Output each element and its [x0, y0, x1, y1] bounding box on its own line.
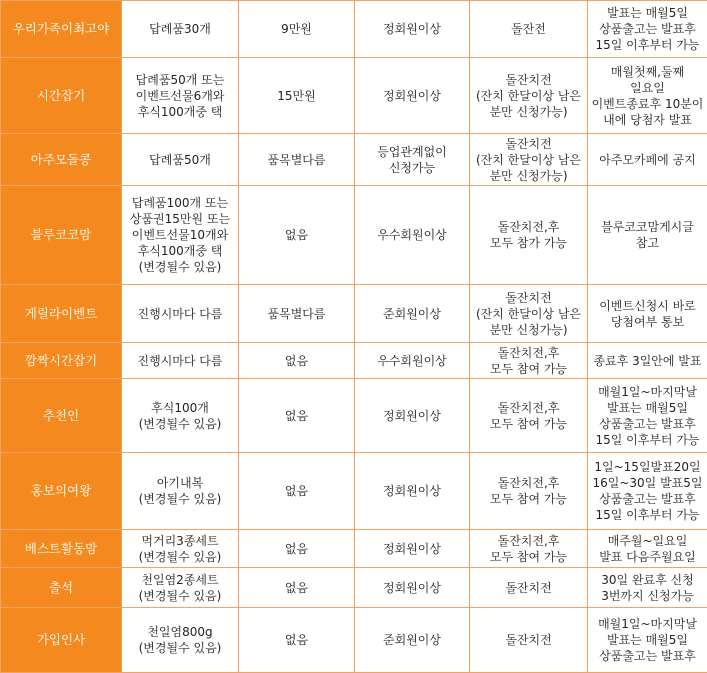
condition-text: 돌잔치전 — [471, 580, 586, 596]
announce-text: 16일~30일 발표5일 — [589, 475, 706, 491]
announce-text: 블루코코맘게시글 — [589, 219, 706, 235]
table-row — [1, 453, 707, 530]
announce-text: 참고 — [589, 235, 706, 251]
announce-cell — [588, 453, 707, 530]
grade-cell — [355, 343, 470, 379]
announce-cell — [588, 285, 707, 343]
condition-text: (잔치 한달이상 남은 — [471, 306, 586, 322]
grade-text: 정회원이상 — [356, 88, 468, 104]
gift-cell — [122, 530, 239, 568]
announce-cell — [588, 134, 707, 186]
table-row — [1, 58, 707, 134]
condition-cell — [470, 530, 588, 568]
event-name-cell: 블루코코맘 — [1, 186, 122, 285]
condition-text: 돌잔치전 — [471, 632, 586, 648]
announce-text: 발표 다음주월요일 — [589, 549, 706, 565]
table-row — [1, 568, 707, 608]
announce-text: 당첨여부 통보 — [589, 314, 706, 330]
announce-text: 상품출고는 발표후 — [589, 416, 706, 432]
announce-text: 발표는 매월5일 — [589, 400, 706, 416]
event-name-cell: 베스트활동맘 — [1, 530, 122, 568]
announce-text: 발표는 매월5일 — [589, 632, 706, 648]
announce-cell — [588, 568, 707, 608]
condition-text: 돌잔치전,후 — [471, 345, 586, 361]
event-name-cell: 우리가족이최고야 — [1, 1, 122, 58]
amount-cell — [239, 186, 355, 285]
grade-text: 준회원이상 — [356, 306, 468, 322]
announce-text: 상품출고는 발표후 — [589, 21, 706, 37]
condition-text: (잔치 한달이상 남은 — [471, 88, 586, 104]
condition-text: 돌잔치전 — [471, 136, 586, 152]
grade-text: 정회원이상 — [356, 541, 468, 557]
amount-text: 없음 — [240, 483, 353, 499]
announce-cell — [588, 186, 707, 285]
amount-cell — [239, 379, 355, 453]
amount-text: 15만원 — [240, 88, 353, 104]
amount-cell — [239, 343, 355, 379]
grade-text: 정회원이상 — [356, 21, 468, 37]
announce-text: 내에 당첨자 발표 — [589, 112, 706, 128]
announce-text: 일요일 — [589, 80, 706, 96]
announce-text: 매월첫째,둘째 — [589, 64, 706, 80]
gift-cell — [122, 1, 239, 58]
gift-text: 답례품100개 또는 — [123, 195, 237, 211]
condition-text: 분만 신청가능) — [471, 104, 586, 120]
condition-text: 돌잔전 — [471, 21, 586, 37]
gift-text: 천일염800g — [123, 624, 237, 640]
amount-cell — [239, 58, 355, 134]
event-name-cell: 추천인 — [1, 379, 122, 453]
condition-cell — [470, 1, 588, 58]
announce-text: 종료후 3일안에 발표 — [589, 353, 706, 369]
condition-cell — [470, 608, 588, 673]
grade-cell — [355, 568, 470, 608]
gift-text: 상품권15만원 또는 — [123, 211, 237, 227]
gift-cell — [122, 608, 239, 673]
amount-text: 없음 — [240, 353, 353, 369]
gift-text: 천일염2종세트 — [123, 572, 237, 588]
condition-text: 돌잔치전,후 — [471, 400, 586, 416]
grade-text: 정회원이상 — [356, 483, 468, 499]
condition-text: 모두 참가 가능 — [471, 235, 586, 251]
grade-cell — [355, 186, 470, 285]
announce-cell — [588, 58, 707, 134]
amount-cell — [239, 1, 355, 58]
announce-text: 이벤트신청시 바로 — [589, 298, 706, 314]
gift-cell — [122, 186, 239, 285]
announce-text: 30일 완료후 신청 — [589, 572, 706, 588]
condition-cell — [470, 58, 588, 134]
gift-text: (변경될수 있음) — [123, 416, 237, 432]
announce-text: 15일 이후부터 가능 — [589, 37, 706, 53]
gift-text: 이벤트선물10개와 — [123, 227, 237, 243]
grade-text: 정회원이상 — [356, 408, 468, 424]
amount-text: 없음 — [240, 632, 353, 648]
amount-text: 품목별다름 — [240, 306, 353, 322]
table-row — [1, 608, 707, 673]
event-name-cell: 시간잡기 — [1, 58, 122, 134]
grade-text: 준회원이상 — [356, 632, 468, 648]
gift-text: 후식100개중 택 — [123, 243, 237, 259]
announce-text: 이벤트종료후 10분이 — [589, 96, 706, 112]
gift-text: 후식100개 — [123, 400, 237, 416]
condition-text: 돌잔치전 — [471, 290, 586, 306]
gift-cell — [122, 343, 239, 379]
grade-text: 정회원이상 — [356, 580, 468, 596]
announce-text: 상품출고는 발표후 — [589, 648, 706, 664]
announce-cell — [588, 343, 707, 379]
grade-cell — [355, 453, 470, 530]
gift-text: (변경될수 있음) — [123, 491, 237, 507]
gift-text: (변경될수 있음) — [123, 640, 237, 656]
amount-cell — [239, 285, 355, 343]
amount-text: 없음 — [240, 580, 353, 596]
condition-cell — [470, 343, 588, 379]
gift-cell — [122, 134, 239, 186]
amount-text: 없음 — [240, 408, 353, 424]
condition-text: 모두 참여 가능 — [471, 549, 586, 565]
table-row — [1, 530, 707, 568]
gift-text: 아기내복 — [123, 475, 237, 491]
grade-text: 신청가능 — [356, 160, 468, 176]
grade-cell — [355, 134, 470, 186]
announce-text: 매월1일~마지막날 — [589, 616, 706, 632]
gift-cell — [122, 58, 239, 134]
condition-text: 돌잔치전,후 — [471, 533, 586, 549]
announce-text: 매월1일~마지막날 — [589, 384, 706, 400]
event-table-body — [1, 1, 707, 673]
condition-text: 돌잔치전,후 — [471, 219, 586, 235]
gift-text: 답례품50개 또는 — [123, 72, 237, 88]
amount-cell — [239, 453, 355, 530]
event-name-cell: 가입인사 — [1, 608, 122, 673]
grade-text: 등업관계없이 — [356, 144, 468, 160]
condition-text: 돌잔치전,후 — [471, 475, 586, 491]
gift-text: 진행시마다 다름 — [123, 306, 237, 322]
amount-text: 9만원 — [240, 21, 353, 37]
grade-cell — [355, 530, 470, 568]
table-row — [1, 285, 707, 343]
condition-text: 분만 신청가능) — [471, 322, 586, 338]
condition-text: 분만 신청가능) — [471, 168, 586, 184]
grade-text: 우수회원이상 — [356, 353, 468, 369]
gift-text: 먹거리3종세트 — [123, 533, 237, 549]
announce-text: 1일~15일발표20일 — [589, 459, 706, 475]
amount-text: 없음 — [240, 227, 353, 243]
amount-cell — [239, 530, 355, 568]
condition-text: 모두 참여 가능 — [471, 361, 586, 377]
amount-text: 없음 — [240, 541, 353, 557]
event-name-cell: 아주모돌콩 — [1, 134, 122, 186]
gift-text: (변경될수 있음) — [123, 549, 237, 565]
gift-text: (변경될수 있음) — [123, 259, 237, 275]
gift-text: (변경될수 있음) — [123, 588, 237, 604]
gift-text: 답례품30개 — [123, 21, 237, 37]
announce-text: 15일 이후부터 가능 — [589, 432, 706, 448]
grade-cell — [355, 58, 470, 134]
gift-cell — [122, 379, 239, 453]
condition-cell — [470, 379, 588, 453]
table-row — [1, 343, 707, 379]
announce-text: 3번까지 신청가능 — [589, 588, 706, 604]
gift-cell — [122, 453, 239, 530]
announce-text: 15일 이후부터 가능 — [589, 507, 706, 523]
announce-cell — [588, 1, 707, 58]
condition-cell — [470, 134, 588, 186]
condition-cell — [470, 285, 588, 343]
event-name-cell: 게릴라이벤트 — [1, 285, 122, 343]
amount-text: 품목별다름 — [240, 152, 353, 168]
condition-text: 모두 참여 가능 — [471, 416, 586, 432]
announce-text: 상품출고는 발표후 — [589, 491, 706, 507]
announce-cell — [588, 379, 707, 453]
event-name-cell: 홍보의여왕 — [1, 453, 122, 530]
table-row — [1, 134, 707, 186]
condition-text: 돌잔치전 — [471, 72, 586, 88]
grade-cell — [355, 608, 470, 673]
announce-text: 매주월~일요일 — [589, 533, 706, 549]
grade-text: 우수회원이상 — [356, 227, 468, 243]
announce-cell — [588, 608, 707, 673]
event-name-cell: 출석 — [1, 568, 122, 608]
event-name-cell: 깜짝시간잡기 — [1, 343, 122, 379]
gift-cell — [122, 568, 239, 608]
condition-cell — [470, 568, 588, 608]
table-row — [1, 1, 707, 58]
condition-cell — [470, 453, 588, 530]
condition-text: 모두 참여 가능 — [471, 491, 586, 507]
announce-text: 아주모카페에 공지 — [589, 152, 706, 168]
gift-text: 후식100개중 택 — [123, 104, 237, 120]
grade-cell — [355, 1, 470, 58]
gift-text: 답례품50개 — [123, 152, 237, 168]
grade-cell — [355, 285, 470, 343]
condition-text: (잔치 한달이상 남은 — [471, 152, 586, 168]
grade-cell — [355, 379, 470, 453]
condition-cell — [470, 186, 588, 285]
gift-text: 이벤트선물6개와 — [123, 88, 237, 104]
amount-cell — [239, 134, 355, 186]
table-row — [1, 186, 707, 285]
gift-text: 진행시마다 다름 — [123, 353, 237, 369]
amount-cell — [239, 568, 355, 608]
announce-text: 발표는 매월5일 — [589, 5, 706, 21]
table-row — [1, 379, 707, 453]
amount-cell — [239, 608, 355, 673]
gift-cell — [122, 285, 239, 343]
announce-cell — [588, 530, 707, 568]
